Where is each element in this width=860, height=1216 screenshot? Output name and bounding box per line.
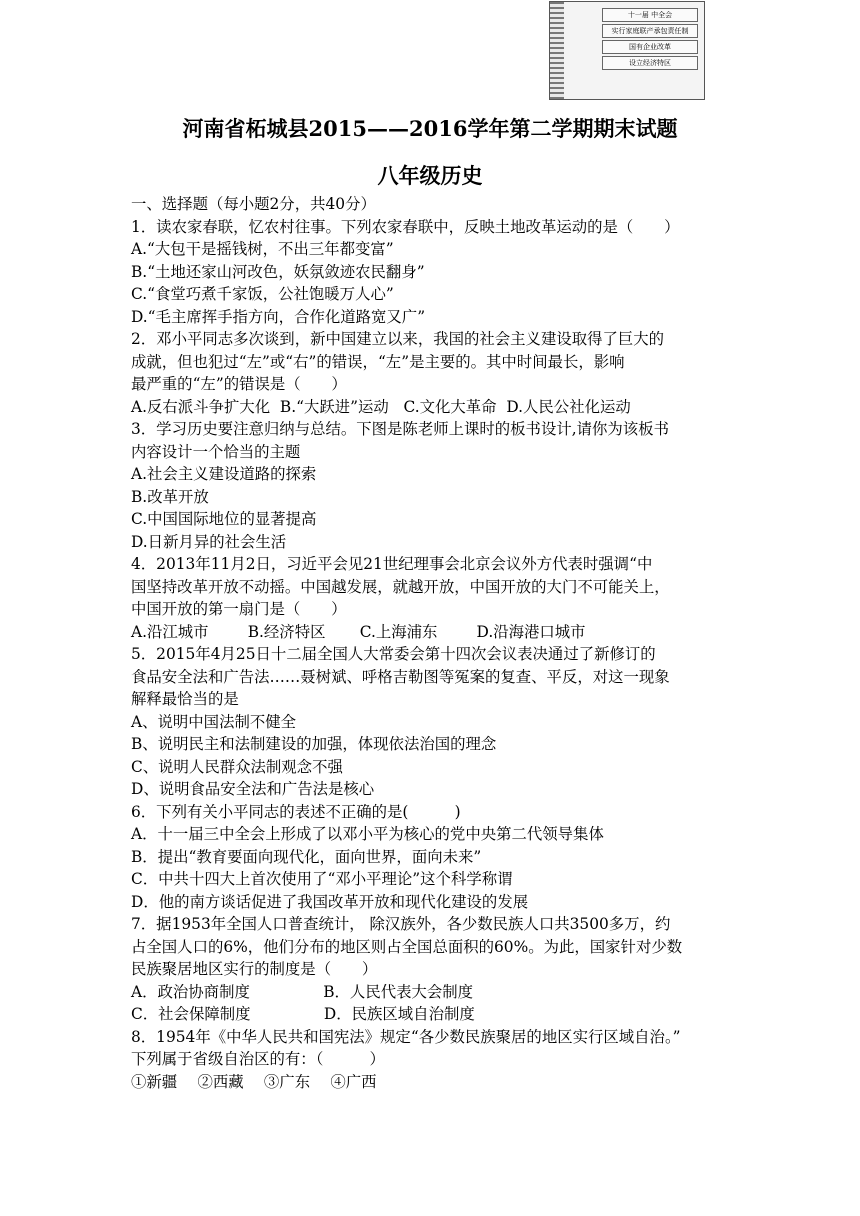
text-line: 最严重的“左”的错误是（ ）	[131, 375, 347, 393]
text-line: 民族聚居地区实行的制度是（ ）	[131, 960, 378, 978]
text-line: 7．据1953年全国人口普查统计， 除汉族外，各少数民族人口共3500多万，约	[131, 915, 671, 933]
text-line: C、说明人民群众法制观念不强	[131, 757, 343, 776]
text-line: D．他的南方谈话促进了我国改革开放和现代化建设的发展	[131, 892, 529, 911]
board-line: 国有企业改革	[602, 40, 698, 54]
text-line: 6．下列有关小平同志的表述不正确的是( )	[131, 802, 461, 821]
blackboard-illustration	[549, 1, 705, 100]
text-line: D.日新月异的社会生活	[131, 532, 287, 551]
text-line: 国坚持改革开放不动摇。中国越发展，就越开放，中国开放的大门不可能关上，	[131, 577, 670, 596]
text-line: ①新疆 ②西藏 ③广东 ④广西	[131, 1072, 377, 1091]
text-line: B.改革开放	[131, 487, 209, 506]
board-lines	[602, 6, 698, 72]
text-line: C.中国国际地位的显著提高	[131, 510, 317, 528]
board-line: 十一届 中全会	[602, 8, 698, 22]
text-line: A.沿江城市 B.经济特区 C.上海浦东 D.沿海港口城市	[131, 622, 586, 641]
text-line: 占全国人口的6%，他们分布的地区则占全国总面积的60%。为此，国家针对少数	[131, 937, 683, 956]
board-line: 实行家庭联产承包责任制	[602, 24, 698, 38]
text-line: 4．2013年11月2日，习近平会见21世纪理事会北京会议外方代表时强调“中	[131, 555, 653, 573]
text-line: 1．读农家春联，忆农村往事。下列农家春联中，反映土地改革运动的是（ ）	[131, 217, 680, 236]
text-line: 成就，但也犯过“左”或“右”的错误，“左”是主要的。其中时间最长，影响	[131, 352, 625, 371]
exam-title: 河南省柘城县2015——2016学年第二学期期末试题	[182, 116, 678, 141]
text-line: 5．2015年4月25日十二届全国人大常委会第十四次会议表决通过了新修订的	[131, 645, 656, 663]
text-line: B、说明民主和法制建设的加强，体现依法治国的理念	[131, 735, 497, 753]
board-line: 设立经济特区	[602, 56, 698, 70]
text-line: 3．学习历史要注意归纳与总结。下图是陈老师上课时的板书设计,请你为该板书	[131, 420, 669, 438]
text-line: 2．邓小平同志多次谈到，新中国建立以来，我国的社会主义建设取得了巨大的	[131, 330, 665, 348]
text-line: D.“毛主席挥手指方向，合作化道路宽又广”	[131, 307, 426, 326]
question-body	[131, 193, 731, 1093]
notebook-rings	[550, 2, 564, 99]
text-line: 下列属于省级自治区的有：（ ）	[131, 1050, 385, 1068]
text-line: 8．1954年《中华人民共和国宪法》规定“各少数民族聚居的地区实行区域自治。”	[131, 1027, 681, 1046]
text-line: 内容设计一个恰当的主题	[131, 442, 301, 461]
text-line: A．十一届三中全会上形成了以邓小平为核心的党中央第二代领导集体	[131, 825, 604, 843]
text-line: A.社会主义建设道路的探索	[131, 465, 317, 483]
text-line: A.“大包干是摇钱树，不出三年都变富”	[131, 240, 394, 258]
exam-subtitle: 八年级历史	[377, 163, 483, 188]
text-line: C.“食堂巧煮千家饭，公社饱暖万人心”	[131, 285, 394, 303]
text-line: D、说明食品安全法和广告法是核心	[131, 780, 375, 798]
text-line: A．政治协商制度 B．人民代表大会制度	[131, 982, 474, 1001]
text-line: 中国开放的第一扇门是（ ）	[131, 600, 347, 618]
text-line: 一、选择题（每小题2分，共40分）	[131, 195, 376, 213]
text-line: C．社会保障制度 D．民族区域自治制度	[131, 1005, 475, 1023]
text-line: C．中共十四大上首次使用了“邓小平理论”这个科学称谓	[131, 870, 513, 888]
text-line: B.“土地还家山河改色，妖氛敛迹农民翻身”	[131, 262, 425, 281]
text-line: A.反右派斗争扩大化 B.“大跃进”运动 C.文化大革命 D.人民公社化运动	[131, 397, 631, 416]
text-line: 解释最恰当的是	[131, 690, 239, 708]
text-line: A、说明中国法制不健全	[131, 712, 297, 731]
text-line: B．提出“教育要面向现代化，面向世界，面向未来”	[131, 847, 482, 866]
text-line: 食品安全法和广告法……聂树斌、呼格吉勒图等冤案的复查、平反，对这一现象	[131, 667, 670, 686]
